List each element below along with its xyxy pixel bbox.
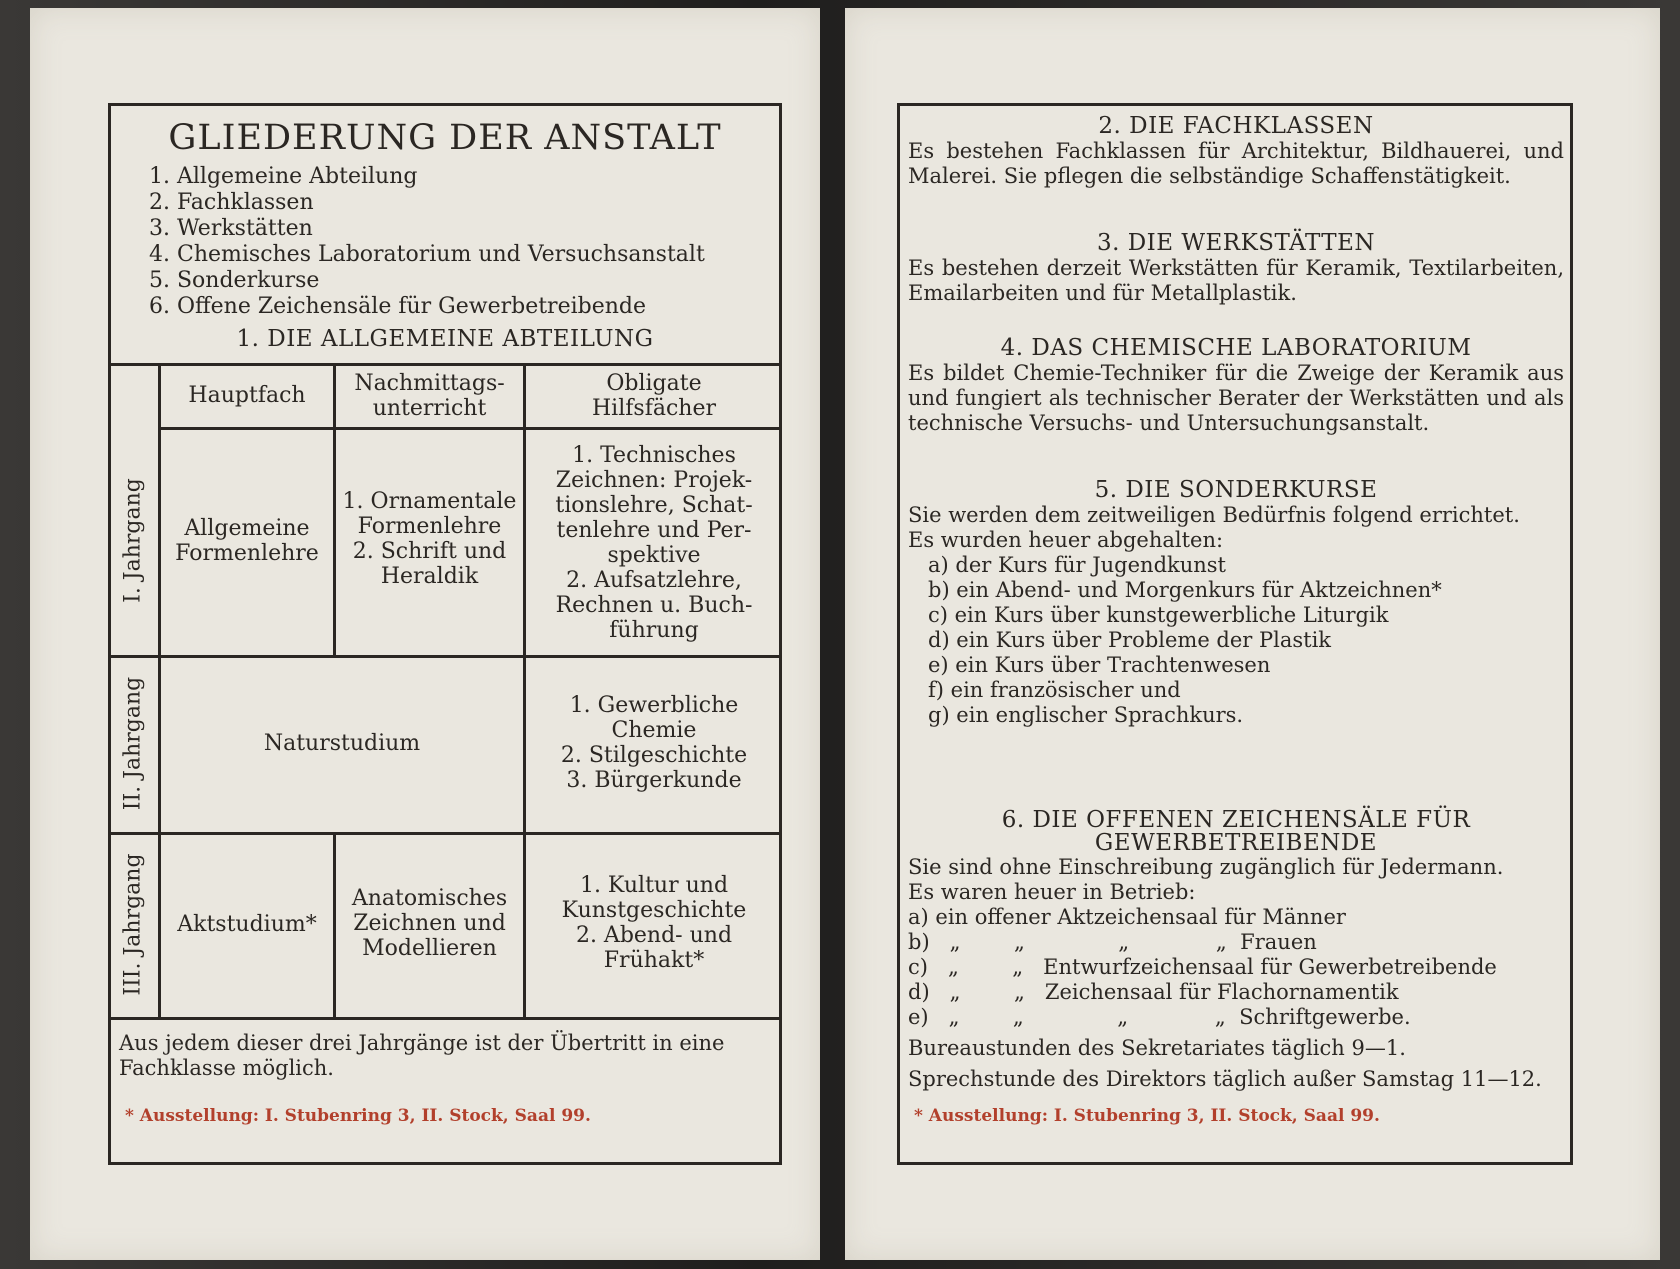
list-item: e) ein Kurs über Trachtenwesen — [928, 653, 1271, 677]
sonderkurse-title: 5. DIE SONDERKURSE — [1094, 477, 1378, 503]
list-item: b) „ „ „ „ Frauen — [908, 930, 1317, 954]
section-werkstaetten — [908, 231, 1564, 306]
year1-hauptfach: Allgemeine Formenlehre — [175, 516, 319, 566]
werkstaetten-text: Es bestehen derzeit Werkstätten für Keramik, Textilarbeiten, Emailarbeiten und für Metallplastik. — [908, 256, 1564, 305]
list-item: d) ein Kurs über Probleme der Plastik — [928, 628, 1332, 652]
list-item: c) „ „ Entwurfzeichensaal für Gewerbetreibende — [908, 955, 1497, 979]
left-page — [30, 8, 820, 1260]
bureau-hours: Bureaustunden des Sekretariates täglich 9—1. — [908, 1036, 1406, 1060]
exhibition-note: * Ausstellung: I. Stubenring 3, II. Stock, Saal 99. — [914, 1106, 1380, 1126]
laboratorium-text: Es bildet Chemie-Techniker für die Zweige der Keramik aus und fungiert als technischer Berater der Werkstätten und als technische Versuchs- und Untersuchungsanstalt. — [908, 361, 1564, 435]
year1-nachmittag: 1. Ornamentale Formenlehre 2. Schrift und Heraldik — [342, 489, 517, 589]
year2-obligat: 1. Gewerbliche Chemie 2. Stilgeschichte 3. Bürgerkunde — [560, 693, 748, 793]
sonderkurse-intro: Sie werden dem zeitweiligen Bedürfnis folgend errichtet. — [908, 503, 1520, 527]
header-obligat: Obligate Hilfsfächer — [592, 371, 716, 421]
year-label-1: I. Jahrgang — [120, 478, 146, 603]
header-hauptfach: Hauptfach — [188, 383, 306, 408]
year-label-2: II. Jahrgang — [120, 676, 146, 811]
section-fachklassen — [908, 114, 1564, 189]
year3-nachmittag: Anatomisches Zeichnen und Modellieren — [351, 886, 508, 961]
year-label-3: III. Jahrgang — [120, 853, 146, 996]
list-item: a) ein offener Aktzeichensaal für Männer — [908, 905, 1346, 929]
toc-item: 5. Sonderkurse — [149, 268, 320, 293]
section-laboratorium — [908, 336, 1564, 436]
director-hours: Sprechstunde des Direktors täglich außer Samstag 11—12. — [908, 1067, 1542, 1091]
section-title-allgemeine: 1. DIE ALLGEMEINE ABTEILUNG — [236, 326, 654, 352]
year1-obligat: 1. Technisches Zeichnen: Projek- tionslehre, Schat- tenlehre und Per- spektive 2. Aufsatzlehre, Rechnen u. Buch- führung — [555, 443, 753, 643]
footer-text: Aus jedem dieser drei Jahrgänge ist der Übertritt in eine Fachklasse möglich. — [119, 1031, 725, 1080]
year2-hauptfach: Naturstudium — [263, 731, 421, 756]
list-item: a) der Kurs für Jugendkunst — [928, 553, 1226, 577]
list-item: g) ein englischer Sprachkurs. — [928, 703, 1244, 727]
toc-item: 3. Werkstätten — [149, 216, 313, 241]
list-item: e) „ „ „ „ Schriftgewerbe. — [908, 1005, 1411, 1029]
section-sonderkurse — [908, 478, 1564, 728]
zeichensaele-intro: Sie sind ohne Einschreibung zugänglich für Jedermann. — [908, 855, 1504, 879]
year3-hauptfach: Aktstudium* — [177, 912, 317, 937]
werkstaetten-title: 3. DIE WERKSTÄTTEN — [1096, 230, 1376, 256]
list-item: f) ein französischer und — [928, 678, 1181, 702]
list-item: d) „ „ Zeichensaal für Flachornamentik — [908, 980, 1399, 1004]
right-frame — [897, 103, 1573, 1165]
zeichensaele-list — [908, 905, 1564, 1030]
list-item: c) ein Kurs über kunstgewerbliche Liturgik — [928, 603, 1389, 627]
fachklassen-text: Es bestehen Fachklassen für Architektur, Bildhauerei, und Malerei. Sie pflegen die selbständige Schaffenstätigkeit. — [908, 139, 1564, 188]
header-nachmittag: Nachmittags- unterricht — [354, 371, 505, 421]
toc-item: 2. Fachklassen — [149, 190, 314, 215]
toc-item: 6. Offene Zeichensäle für Gewerbetreibende — [149, 294, 646, 319]
section-zeichensaele — [908, 809, 1564, 1092]
right-page — [845, 8, 1660, 1260]
zeichensaele-intro: Es waren heuer in Betrieb: — [908, 880, 1196, 904]
year3-obligat: 1. Kultur und Kunstgeschichte 2. Abend- und Frühakt* — [561, 873, 747, 973]
fachklassen-title: 2. DIE FACHKLASSEN — [1098, 113, 1374, 139]
sonderkurse-intro: Es wurden heuer abgehalten: — [908, 528, 1224, 552]
left-frame — [108, 103, 782, 1165]
table-of-contents — [149, 164, 705, 320]
page-title: GLIEDERUNG DER ANSTALT — [168, 118, 722, 158]
toc-item: 1. Allgemeine Abteilung — [149, 164, 418, 189]
laboratorium-title: 4. DAS CHEMISCHE LABORATORIUM — [1000, 335, 1472, 361]
list-item: b) ein Abend- und Morgenkurs für Aktzeichnen* — [928, 578, 1442, 602]
toc-item: 4. Chemisches Laboratorium und Versuchsanstalt — [149, 242, 705, 267]
zeichensaele-title: 6. DIE OFFENEN ZEICHENSÄLE FÜR GEWERBETREIBENDE — [1001, 807, 1471, 856]
exhibition-note: * Ausstellung: I. Stubenring 3, II. Stock, Saal 99. — [125, 1106, 591, 1126]
sonderkurse-list — [908, 553, 1564, 728]
